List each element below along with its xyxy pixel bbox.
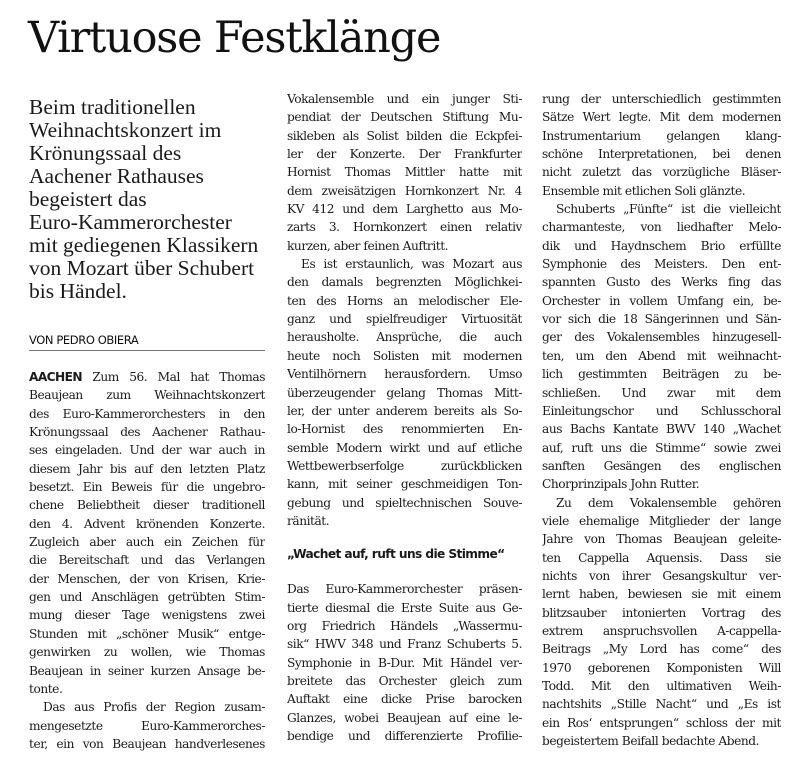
text-line: Das aus Profis der Region zusam- bbox=[43, 700, 265, 715]
text-fragment: Zum 56. Mal hat Thomas bbox=[81, 370, 265, 384]
text-line: sik“ HWV 348 und Franz Schuberts 5. bbox=[287, 637, 522, 652]
text-line: Krönungssaal des Aachener Rathau- bbox=[29, 425, 265, 440]
text-line: gebung und spieltechnischen Souve- bbox=[287, 495, 522, 510]
article-lead bbox=[29, 96, 279, 303]
text-line: des Euro-Kammerorchesters in den bbox=[29, 406, 265, 421]
lead-line: bis Händel. bbox=[29, 279, 127, 303]
text-line: Wettbewerbserfolge zurückblicken bbox=[287, 458, 522, 473]
text-line: extrem anspruchsvollen A-cappella- bbox=[542, 623, 781, 638]
lead-line: von Mozart über Schubert bbox=[29, 256, 255, 280]
body-column-1 bbox=[29, 368, 265, 753]
text-line: Beaujean zum Weihnachtskonzert bbox=[29, 388, 265, 403]
text-line: chene Beliebtheit dieser traditionell bbox=[29, 498, 265, 513]
text-line: Orchester in vollem Umfang ein, be- bbox=[542, 293, 781, 308]
text-line: die Bereitschaft und das Verlangen bbox=[29, 553, 265, 568]
text-line: der Menschen, der von Krisen, Krie- bbox=[29, 571, 265, 586]
text-line: vor sich die 18 Sängerinnen und Sän- bbox=[542, 312, 781, 327]
text-line: ränität. bbox=[287, 513, 330, 528]
text-line: Sätze Wert legte. Mit dem modernen bbox=[542, 110, 781, 125]
lead-line: mit gediegenen Klassikern bbox=[29, 233, 259, 257]
lead-line: begeistert das bbox=[29, 187, 147, 211]
text-line: pendiat der Deutschen Stiftung Mu- bbox=[287, 110, 522, 125]
text-line: Zu dem Vokalensemble gehören bbox=[556, 495, 781, 510]
text-line: Hornist Thomas Mittler hatte mit bbox=[287, 165, 522, 180]
lead-line: Euro-Kammerorchester bbox=[29, 210, 232, 234]
text-line: lo-Hornist des renommierten En- bbox=[287, 422, 522, 437]
text-line: Stunden mit „schöner Musik“ entge- bbox=[29, 626, 265, 641]
text-line: Chorprinzipals John Rutter. bbox=[542, 477, 700, 492]
text-line: Symphonie in B-Dur. Mit Händel ver- bbox=[287, 655, 522, 670]
text-line: ten Cappella Aquensis. Dass sie bbox=[542, 550, 781, 565]
text-line: zarts 3. Hornkonzert einen relativ bbox=[287, 220, 522, 235]
text-line: Beitrags „My Lord has come“ des bbox=[542, 642, 781, 657]
lead-line: Weihnachtskonzert im bbox=[29, 118, 222, 142]
text-line: den damals begrenzten Möglichkei- bbox=[287, 275, 522, 290]
text-line: lich gestimmten Beiträgen zu be- bbox=[542, 367, 781, 382]
text-line: ter, ein von Beaujean handverlesenes bbox=[29, 736, 265, 751]
text-line: blitzsauber intonierten Vortrag des bbox=[542, 605, 781, 620]
text-line: schließen. Und zwar mit dem bbox=[542, 385, 781, 400]
text-line: semble Modern wirkt und auf etliche bbox=[287, 440, 522, 455]
text-line: Schuberts „Fünfte“ ist die vielleicht bbox=[556, 202, 781, 217]
text-line: Vokalensemble und ein junger Sti- bbox=[287, 92, 522, 106]
text-line: org Friedrich Händels „Wassermu- bbox=[287, 618, 522, 633]
text-line: mengesetzte Euro-Kammerorches- bbox=[29, 718, 265, 733]
text-line: Einleitungschor und Schlusschoral bbox=[542, 403, 781, 418]
byline: VON PEDRO OBIERA bbox=[29, 333, 265, 351]
text-line: nachtshits „Stille Nacht“ und „Es ist bbox=[542, 697, 781, 712]
text-line: besetzt. Ein Beweis für die ungebro- bbox=[29, 480, 265, 495]
text-line: viele ehemalige Mitglieder der lange bbox=[542, 513, 781, 528]
lead-line: Krönungssaal des bbox=[29, 141, 182, 165]
text-line: mung dieser Tage wenigstens zwei bbox=[29, 608, 265, 623]
text-line: kann, mit seiner geschmeidigen Ton- bbox=[287, 477, 522, 492]
text-line: nichts von ihrer Gesangskultur ver- bbox=[542, 568, 781, 583]
body-column-3 bbox=[542, 90, 781, 750]
text-line: diesem Jahr bis auf den letzten Platz bbox=[29, 461, 265, 476]
text-line: ganz und spielfreudiger Virtuosität bbox=[287, 312, 522, 327]
text-line: ler, der unter anderem bereits als So- bbox=[287, 403, 522, 418]
text-line bbox=[29, 368, 265, 386]
article-title: Virtuose Festklänge bbox=[28, 13, 441, 63]
text-line: aus Bachs Kantate BWV 140 „Wachet bbox=[542, 422, 781, 437]
text-line: Auftakt eine dicke Prise barocken bbox=[287, 692, 522, 707]
text-line: schöne Interpretationen, bei denen bbox=[542, 147, 781, 162]
text-line: tierte diesmal die Erste Suite aus Ge- bbox=[287, 600, 522, 615]
text-line: Das Euro-Kammerorchester präsen- bbox=[287, 582, 522, 597]
text-line: herausholte. Ansprüche, die auch bbox=[287, 330, 522, 345]
text-line: genwirken zu wollen, wie Thomas bbox=[29, 645, 265, 660]
text-line: ten des Horns an melodischer Ele- bbox=[287, 293, 522, 308]
text-line: ger des Vokalensembles hinzugesell- bbox=[542, 330, 781, 345]
text-line: Beaujean in seiner kurzen Ansage be- bbox=[29, 663, 265, 678]
text-line: Glanzes, wobei Beaujean auf eine le- bbox=[287, 710, 522, 725]
text-line: charmanteste, von liedhafter Melo- bbox=[542, 220, 781, 235]
text-line: 1970 geborenen Komponisten Will bbox=[542, 660, 781, 675]
text-line: begeistertem Beifall bedachte Abend. bbox=[542, 734, 760, 749]
subheading: „Wachet auf, ruft uns die Stimme“ bbox=[287, 547, 505, 562]
dateline: AACHEN bbox=[29, 370, 82, 384]
text-line: Es ist erstaunlich, was Mozart aus bbox=[301, 257, 522, 272]
text-line: Todd. Mit den ultimativen Weih- bbox=[542, 679, 781, 693]
text-line: ten, um den Abend mit weihnacht- bbox=[542, 348, 781, 363]
text-line: lernt haben, bewiesen sie mit einem bbox=[542, 587, 781, 602]
lead-line: Aachener Rathauses bbox=[29, 164, 204, 188]
body-column-2 bbox=[287, 90, 522, 745]
text-line: kurzen, aber feinen Auftritt. bbox=[287, 238, 449, 253]
text-line: nicht zuletzt das vorzügliche Bläser- bbox=[542, 165, 781, 180]
text-line: tonte. bbox=[29, 681, 63, 696]
text-line: heute noch Solisten mit modernen bbox=[287, 348, 522, 363]
text-line: auf, ruft uns die Stimme“ sowie zwei bbox=[542, 440, 781, 455]
text-line: ein Ros‘ entsprungen“ schloss der mit bbox=[542, 715, 781, 730]
text-line: dik und Haydnschem Brio erfüllte bbox=[542, 238, 781, 253]
text-line: Instrumentarium gelangen klang- bbox=[542, 128, 781, 143]
lead-line: Beim traditionellen bbox=[29, 95, 196, 119]
text-line: gen und Anschlägen getrübten Stim- bbox=[29, 590, 265, 605]
text-line: Zugleich aber auch ein Zeichen für bbox=[29, 535, 265, 550]
text-line: den 4. Advent krönenden Konzerte. bbox=[29, 516, 265, 531]
text-line: rung der unterschiedlich gestimmten bbox=[542, 92, 781, 106]
text-line: ses eingeladen. Und der war auch in bbox=[29, 443, 265, 458]
text-line: Jahre von Thomas Beaujean geleite- bbox=[542, 532, 781, 547]
text-line: bendige und differenzierte Profilie- bbox=[287, 729, 522, 743]
text-line: Symphonie des Meisters. Den ent- bbox=[542, 257, 781, 272]
text-line: Ventilhörnern herausfordern. Umso bbox=[287, 367, 522, 382]
text-line: spannten Gusto des Werks fing das bbox=[542, 275, 781, 290]
text-line: Ensemble mit etlichen Soli glänzte. bbox=[542, 183, 746, 198]
text-line: überzeugender gelang Thomas Mitt- bbox=[287, 385, 522, 400]
text-line: ler der Konzerte. Der Frankfurter bbox=[287, 147, 522, 162]
text-line: KV 412 und dem Larghetto aus Mo- bbox=[287, 202, 522, 217]
text-line: sanften Gesängen des englischen bbox=[542, 458, 781, 473]
text-line: dem zweisätzigen Hornkonzert Nr. 4 bbox=[287, 183, 522, 198]
text-line: breitete das Orchester gleich zum bbox=[287, 673, 522, 688]
text-line: sikleben als Solist bilden die Eckpfei- bbox=[287, 128, 522, 143]
